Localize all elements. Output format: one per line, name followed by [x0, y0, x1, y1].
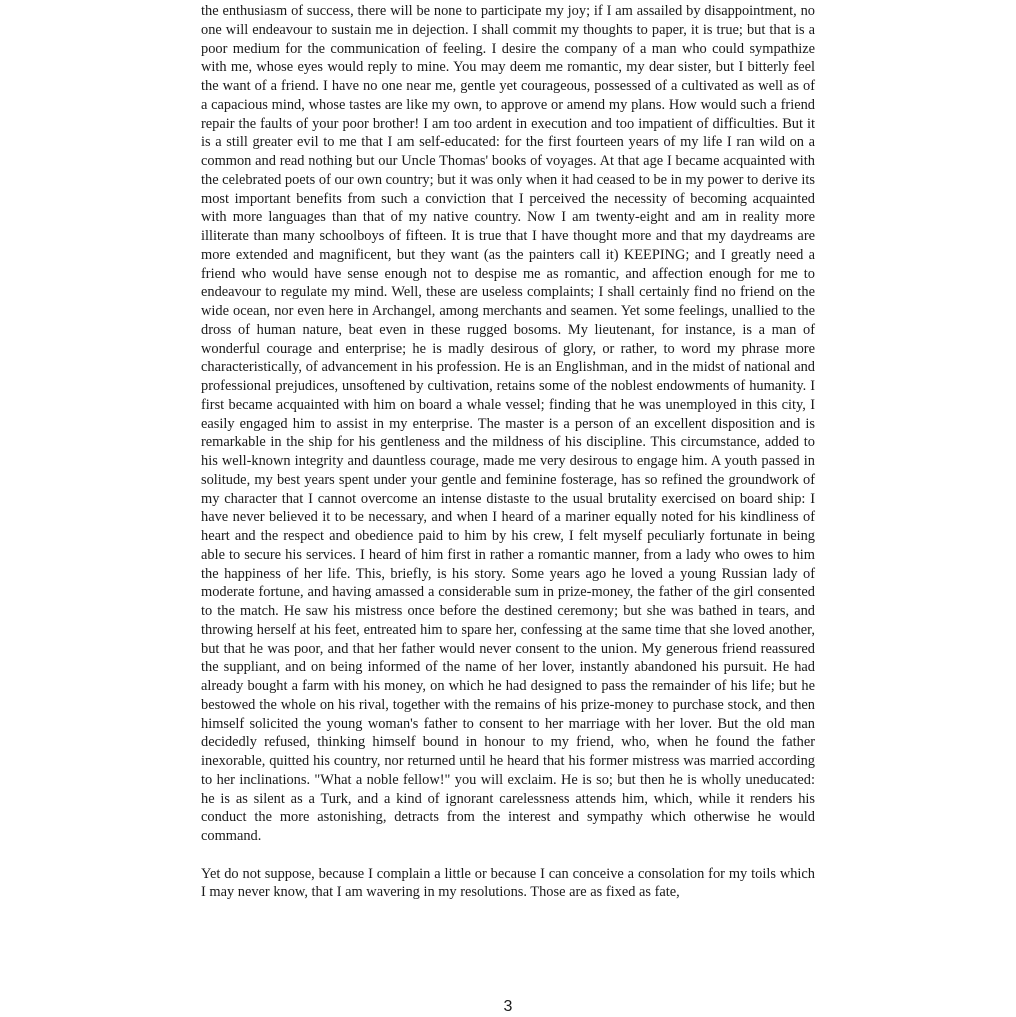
page-body — [201, 2, 815, 902]
paragraph: the enthusiasm of success, there will be none to participate my joy; if I am assailed by disappointment, no one will endeavour to sustain me in dejection. I shall commit my thoughts to paper, it is true; but that is a poor medium for the communication of feeling. I desire the company of a man who could sympathize with me, whose eyes would reply to mine. You may deem me romantic, my dear sister, but I bitterly feel the want of a friend. I have no one near me, gentle yet courageous, possessed of a cultivated as well as of a capacious mind, whose tastes are like my own, to approve or amend my plans. How would such a friend repair the faults of your poor brother! I am too ardent in execution and too impatient of difficulties. But it is a still greater evil to me that I am self-educated: for the first fourteen years of my life I ran wild on a common and read nothing but our Uncle Thomas' books of voyages. At that age I became acquainted with the celebrated poets of our own country; but it was only when it had ceased to be in my power to derive its most important benefits from such a conviction that I perceived the necessity of becoming acquainted with more languages than that of my native country. Now I am twenty-eight and am in reality more illiterate than many schoolboys of fifteen. It is true that I have thought more and that my daydreams are more extended and magnificent, but they want (as the painters call it) KEEPING; and I greatly need a friend who would have sense enough not to despise me as romantic, and affection enough for me to endeavour to regulate my mind. Well, these are useless complaints; I shall certainly find no friend on the wide ocean, nor even here in Archangel, among merchants and seamen. Yet some feelings, unallied to the dross of human nature, beat even in these rugged bosoms. My lieutenant, for instance, is a man of wonderful courage and enterprise; he is madly desirous of glory, or rather, to word my phrase more characteristically, of advancement in his profession. He is an Englishman, and in the midst of national and professional prejudices, unsoftened by cultivation, retains some of the noblest endowments of humanity. I first became acquainted with him on board a whale vessel; finding that he was unemployed in this city, I easily engaged him to assist in my enterprise. The master is a person of an excellent disposition and is remarkable in the ship for his gentleness and the mildness of his discipline. This circumstance, added to his well-known integrity and dauntless courage, made me very desirous to engage him. A youth passed in solitude, my best years spent under your gentle and feminine fosterage, has so refined the groundwork of my character that I cannot overcome an intense distaste to the usual brutality exercised on board ship: I have never believed it to be necessary, and when I heard of a mariner equally noted for his kindliness of heart and the respect and obedience paid to him by his crew, I felt myself peculiarly fortunate in being able to secure his services. I heard of him first in rather a romantic manner, from a lady who owes to him the happiness of her life. This, briefly, is his story. Some years ago he loved a young Russian lady of moderate fortune, and having amassed a considerable sum in prize-money, the father of the girl consented to the match. He saw his mistress once before the destined ceremony; but she was bathed in tears, and throwing herself at his feet, entreated him to spare her, confessing at the same time that she loved another, but that he was poor, and that her father would never consent to the union. My generous friend reassured the suppliant, and on being informed of the name of her lover, instantly abandoned his pursuit. He had already bought a farm with his money, on which he had designed to pass the remainder of his life; but he bestowed the whole on his rival, together with the remains of his prize-money to purchase stock, and then himself solicited the young woman's father to consent to her marriage with her lover. But the old man decidedly refused, thinking himself bound in honour to my friend, who, when he found the father inexorable, quitted his country, nor returned until he heard that his former mistress was married according to her inclinations. "What a noble fellow!" you will exclaim. He is so; but then he is wholly uneducated: he is as silent as a Turk, and a kind of ignorant carelessness attends him, which, while it renders his conduct the more astonishing, detracts from the interest and sympathy which otherwise he would command. — [201, 3, 815, 844]
paragraph: Yet do not suppose, because I complain a little or because I can conceive a consolation for my toils which I may never know, that I am wavering in my resolutions. Those are as fixed as fate, — [201, 865, 815, 901]
page-number: 3 — [503, 998, 513, 1015]
